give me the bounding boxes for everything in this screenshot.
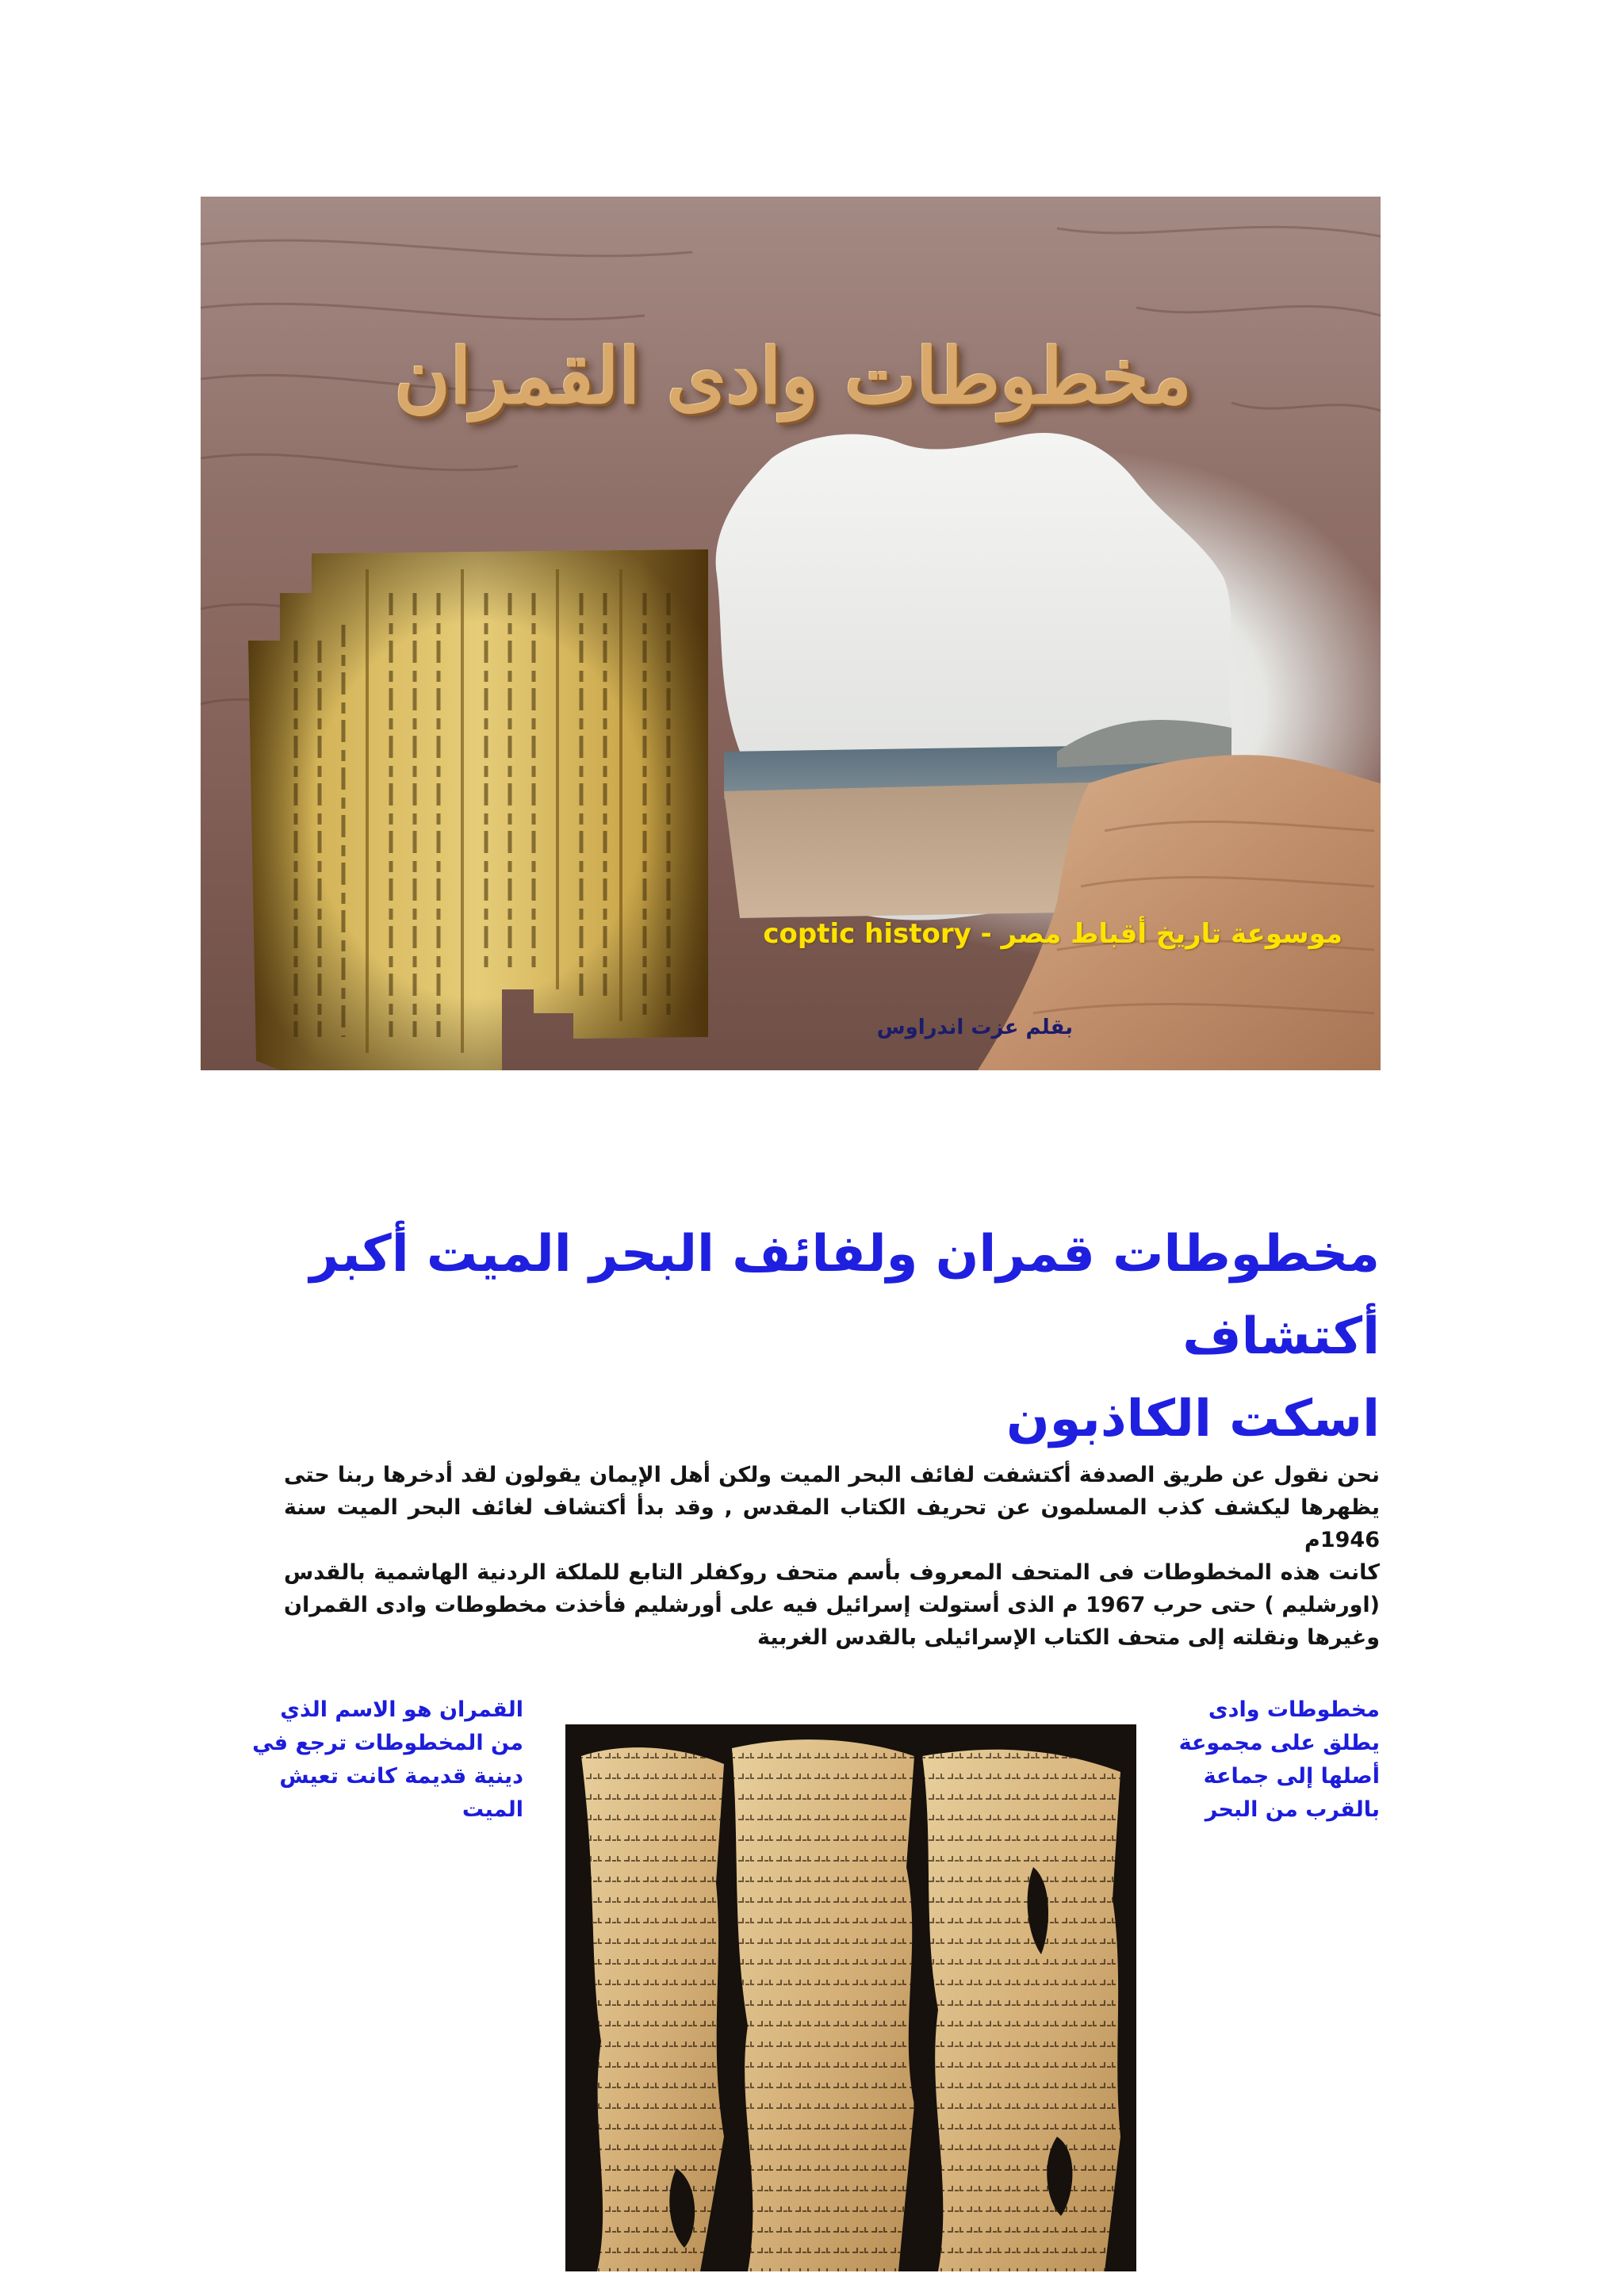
headline-line-2: اسكت الكاذبون <box>1006 1390 1380 1448</box>
scroll-parchment-image <box>248 549 708 1070</box>
cover-series-label: موسوعة تاريخ أقباط مصر - coptic history <box>763 918 1342 950</box>
scroll-fragments-illustration <box>565 1724 1136 2271</box>
caption-line: القمران هو الاسم الذي <box>280 1697 523 1722</box>
caption-line: أصلها إلى جماعة <box>1203 1764 1380 1789</box>
caption-line: الميت <box>462 1797 523 1822</box>
caption-line: دينية قديمة كانت تعيش <box>279 1764 523 1789</box>
paragraph-2: كانت هذه المخطوطات فى المتحف المعروف بأسم متحف روكفلر التابع للملكة الردنية الهاشمية بالقدس (اورشليم ) حتى حرب 1967 م الذى أستولت إسرائيل فيه على أورشليم فأخذت مخطوطات وادى القمران وغيرها ونقلته إلى متحف الكتاب الإسرائيلى بالقدس الغربية <box>284 1560 1381 1650</box>
cover-author: بقلم عزت اندراوس <box>876 1016 1073 1039</box>
cover-image <box>201 197 1381 1070</box>
article-headline <box>270 1213 1380 1460</box>
caption-left-column <box>238 1693 523 1827</box>
headline-line-1: مخطوطات قمران ولفائف البحر الميت أكبر أكتشاف <box>309 1225 1380 1366</box>
caption-line: مخطوطات وادى <box>1208 1697 1380 1722</box>
caption-line: بالقرب من البحر <box>1205 1797 1380 1822</box>
caption-line: من المخطوطات ترجع في <box>252 1731 523 1755</box>
caption-right-column <box>1118 1693 1380 1827</box>
article-body <box>284 1459 1380 1654</box>
cover-title: مخطوطات وادى القمران <box>394 331 1192 421</box>
caption-line: يطلق على مجموعة <box>1178 1731 1380 1755</box>
paragraph-1: نحن نقول عن طريق الصدفة أكتشفت لفائف البحر الميت ولكن أهل الإيمان يقولون لقد أدخرها ربنا حتى يظهرها ليكشف كذب المسلمون عن تحريف الكتاب المقدس , وقد بدأ أكتشاف لغائف البحر الميت سنة 1946م <box>284 1463 1380 1552</box>
dead-sea-scroll-photo <box>565 1724 1136 2271</box>
